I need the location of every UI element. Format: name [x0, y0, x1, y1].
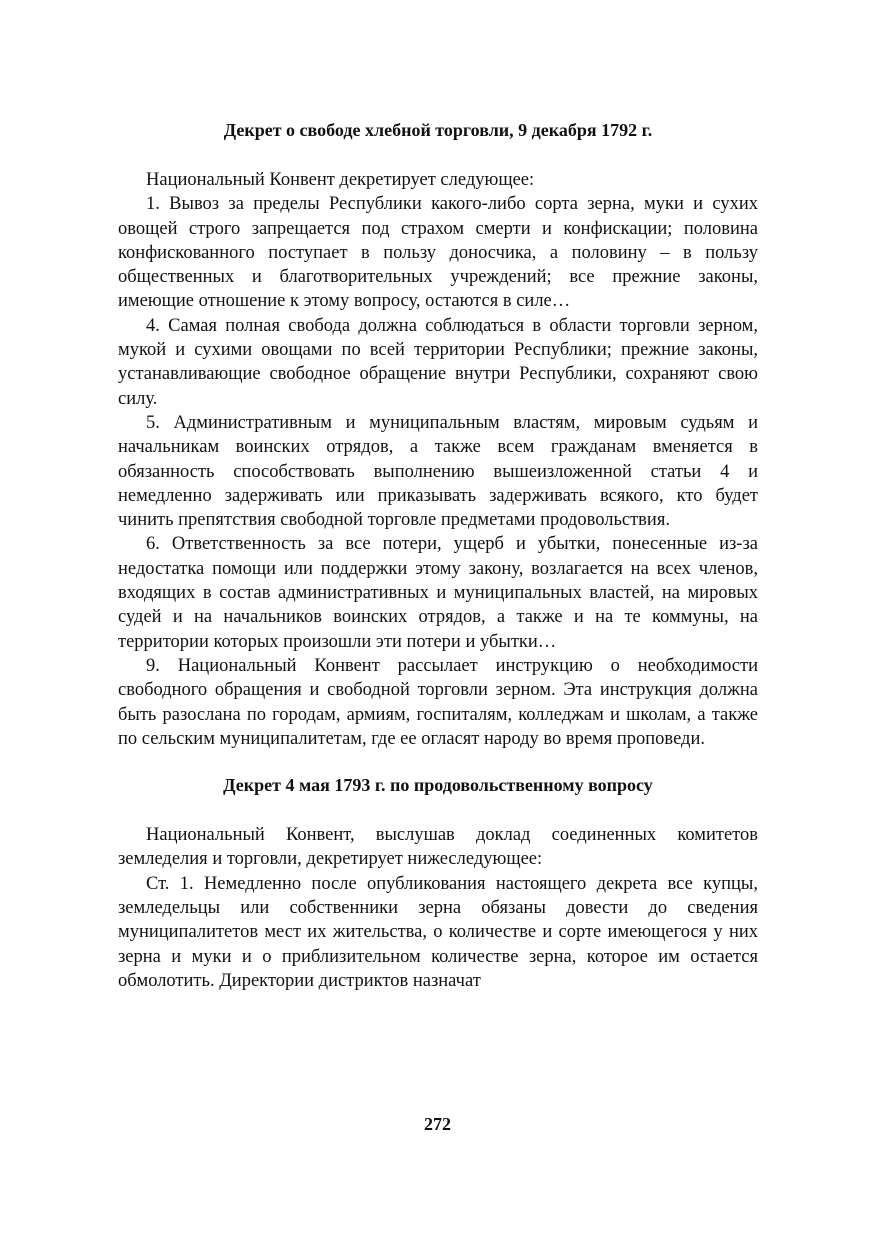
decree-1-article-5: 5. Административным и муниципальным властям, мировым судьям и начальникам воинских отрядов, а также всем гражданам вменяется в обязанность способствовать выполнению вышеизложенной статьи 4 и немедленно задерживать или приказывать задерживать всякого, кто будет чинить препятствия свободной торговле предметами продовольствия. [118, 412, 758, 531]
decree-2-preamble: Национальный Конвент, выслушав доклад соединенных комитетов земледелия и торговли, декретирует нижеследующее: [118, 825, 758, 870]
decree-1-preamble: Национальный Конвент декретирует следующее: [146, 170, 535, 190]
decree-1-article-9: 9. Национальный Конвент рассылает инструкцию о необходимости свободного обращения и свободной торговли зерном. Эта инструкция должна быть разослана по городам, армиям, госпиталям, колледжам и школам, а также по сельским муниципалитетам, где ее огласят народу во время проповеди. [118, 655, 758, 749]
decree-1-article-1: 1. Вывоз за пределы Республики какого-либо сорта зерна, муки и сухих овощей строго запрещается под страхом смерти и конфискации; половина конфискованного поступает в пользу доносчика, а половину – в пользу общественных и благотворительных учреждений; все прежние законы, имеющие отношение к этому вопросу, остаются в силе… [118, 194, 758, 312]
decree-2-title: Декрет 4 мая 1793 г. по продовольственному вопросу [223, 775, 653, 796]
decree-1-article-4: 4. Самая полная свобода должна соблюдаться в области торговли зерном, мукой и сухими овощами по всей территории Республики; прежние законы, устанавливающие свободное обращение внутри Республики, сохраняют свою силу. [118, 315, 758, 409]
decree-1-article-6: 6. Ответственность за все потери, ущерб и убытки, понесенные из-за недостатка помощи или поддержки этому закону, возлагается на всех членов, входящих в состав административных и муниципальных властей, на мировых судей и на начальников воинских отрядов, а также и на те коммуны, на территории которых произошли эти потери и убытки… [118, 534, 758, 652]
page-body [118, 108, 758, 993]
decree-1-title: Декрет о свободе хлебной торговли, 9 декабря 1792 г. [223, 120, 653, 140]
page-number: 272 [424, 1114, 451, 1134]
decree-2-article-1: Ст. 1. Немедленно после опубликования настоящего декрета все купцы, земледельцы или собственники зерна обязаны довести до сведения муниципалитетов мест их жительства, о количестве и сорте имеющегося у них зерна и муки и о приблизительном количестве зерна, которое им остается обмолотить. Директории дистриктов назначат [118, 873, 758, 991]
